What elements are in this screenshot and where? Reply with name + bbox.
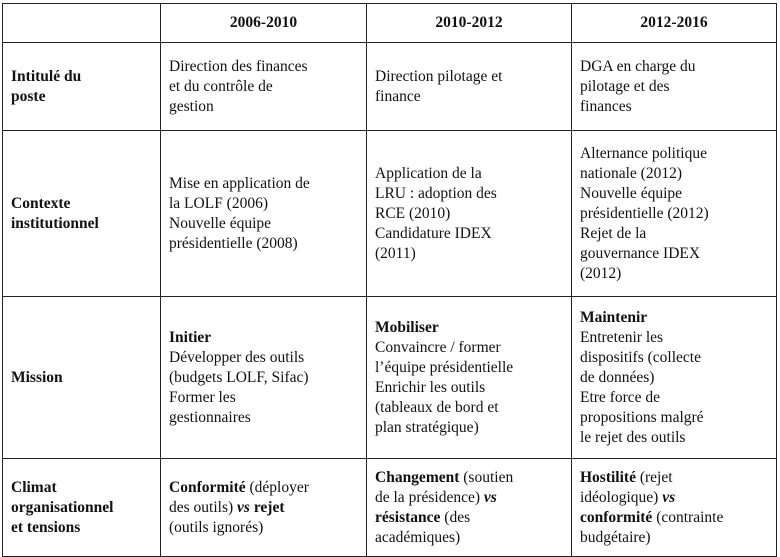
keyword-conformite: conformité: [580, 508, 653, 526]
cell-line: plan stratégique): [375, 418, 479, 436]
cell-line: (2011): [375, 244, 416, 262]
cell-text: (soutien: [459, 468, 514, 486]
cell-line: (budgets LOLF, Sifac): [169, 368, 309, 386]
cell-line: l’équipe présidentielle: [375, 358, 514, 376]
cell-line: [169, 498, 358, 518]
cell-line: finance: [375, 87, 421, 105]
cell-line: le rejet des outils: [580, 428, 686, 446]
cell-title: Maintenir: [580, 308, 648, 326]
cell-line: Nouvelle équipe: [169, 214, 272, 232]
table-cell: [572, 131, 777, 297]
cell-text: des outils): [169, 498, 238, 516]
keyword-resistance: résistance: [375, 508, 441, 526]
keyword-hostilite: Hostilité: [580, 468, 636, 486]
cell-line: gestion: [169, 97, 214, 115]
cell-line: Candidature IDEX: [375, 224, 492, 242]
header-period-3: 2012-2016: [572, 4, 777, 43]
row-label-line: et tensions: [11, 518, 81, 536]
table-cell: [572, 43, 777, 131]
cell-line: gouvernance IDEX: [580, 244, 701, 262]
table-cell: [572, 459, 777, 557]
comparison-table: [2, 3, 777, 557]
table-cell: [161, 297, 367, 459]
cell-line: Rejet de la: [580, 224, 647, 242]
cell-line: Etre force de: [580, 388, 661, 406]
cell-line: finances: [580, 97, 632, 115]
cell-line: nationale (2012): [580, 164, 683, 182]
row-label-intitule: [3, 43, 161, 131]
table-cell: [367, 131, 572, 297]
table-cell: [367, 297, 572, 459]
table-row: [3, 297, 777, 459]
cell-line: de données): [580, 368, 655, 386]
cell-line: [580, 508, 768, 528]
cell-line: (outils ignorés): [169, 518, 264, 536]
cell-line: présidentielle (2012): [580, 204, 709, 222]
table-row: [3, 43, 777, 131]
keyword-conformite: Conformité: [169, 478, 246, 496]
cell-line: pilotage et des: [580, 77, 670, 95]
cell-line: Application de la: [375, 164, 482, 182]
cell-line: LRU : adoption des: [375, 184, 497, 202]
cell-text: (rejet: [635, 468, 673, 486]
cell-line: [375, 488, 563, 508]
cell-line: Nouvelle équipe: [580, 184, 683, 202]
header-period-1: 2006-2010: [161, 4, 367, 43]
table-row: [3, 459, 777, 557]
row-label-line: poste: [11, 87, 46, 105]
cell-line: propositions malgré: [580, 408, 704, 426]
cell-title: Mobiliser: [375, 318, 439, 336]
cell-line: académiques): [375, 528, 461, 546]
row-label-contexte: [3, 131, 161, 297]
cell-text: (des: [440, 508, 471, 526]
table-cell: [161, 43, 367, 131]
cell-line: Développer des outils: [169, 348, 305, 366]
cell-line: et du contrôle de: [169, 77, 273, 95]
cell-line: présidentielle (2008): [169, 234, 298, 252]
cell-text: de la présidence): [375, 488, 484, 506]
keyword-rejet: rejet: [249, 498, 285, 516]
cell-line: (tableaux de bord et: [375, 398, 499, 416]
vs-label: vs: [483, 488, 497, 506]
cell-line: gestionnaires: [169, 408, 251, 426]
row-label-line: Intitulé du: [11, 67, 82, 85]
cell-line: [580, 468, 768, 488]
cell-line: [375, 468, 563, 488]
row-label-line: Mission: [11, 368, 63, 386]
table-cell: [572, 297, 777, 459]
row-label-line: Climat: [11, 478, 57, 496]
cell-line: Direction des finances: [169, 57, 308, 75]
cell-line: [580, 488, 768, 508]
row-label-climat: [3, 459, 161, 557]
cell-title: Initier: [169, 328, 212, 346]
cell-line: DGA en charge du: [580, 57, 696, 75]
cell-line: [375, 508, 563, 528]
vs-label: vs: [237, 498, 250, 516]
cell-line: Enrichir les outils: [375, 378, 486, 396]
cell-text: (contrainte: [652, 508, 724, 526]
table-row: [3, 131, 777, 297]
keyword-changement: Changement: [375, 468, 460, 486]
cell-line: Convaincre / former: [375, 338, 501, 356]
row-label-line: Contexte: [11, 194, 71, 212]
cell-line: dispositifs (collecte: [580, 348, 701, 366]
cell-line: Mise en application de: [169, 174, 310, 192]
cell-line: (2012): [580, 264, 622, 282]
table-cell: [367, 43, 572, 131]
cell-text: (déployer: [245, 478, 309, 496]
header-empty: [3, 4, 161, 43]
cell-text: idéologique): [580, 488, 663, 506]
row-label-mission: [3, 297, 161, 459]
header-period-2: 2010-2012: [367, 4, 572, 43]
header-row: [3, 4, 777, 43]
row-label-line: organisationnel: [11, 498, 114, 516]
cell-line: Direction pilotage et: [375, 67, 503, 85]
cell-line: Former les: [169, 388, 236, 406]
vs-label: vs: [662, 488, 676, 506]
table-cell: [367, 459, 572, 557]
cell-line: [169, 478, 358, 498]
cell-line: RCE (2010): [375, 204, 451, 222]
cell-line: Alternance politique: [580, 144, 707, 162]
table-cell: [161, 459, 367, 557]
cell-line: Entretenir les: [580, 328, 664, 346]
cell-line: budgétaire): [580, 528, 651, 546]
cell-line: la LOLF (2006): [169, 194, 269, 212]
table-cell: [161, 131, 367, 297]
row-label-line: institutionnel: [11, 214, 99, 232]
